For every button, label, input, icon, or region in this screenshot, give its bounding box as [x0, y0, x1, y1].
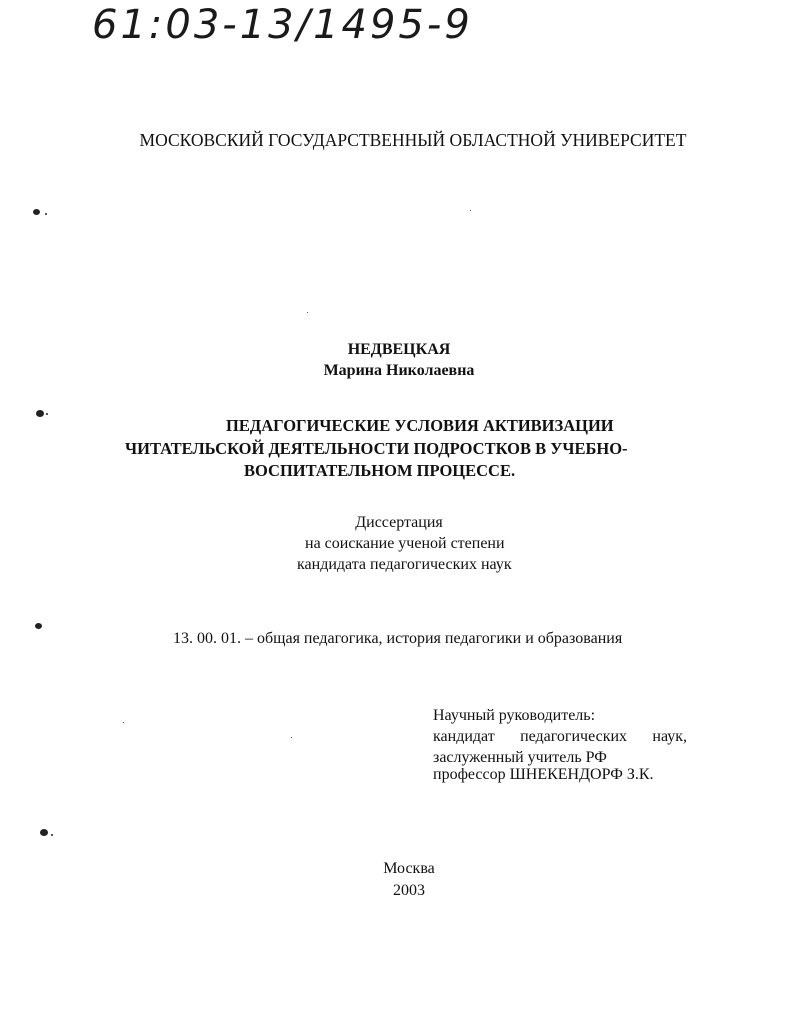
year: 2003 [393, 882, 425, 899]
degree-field-line: кандидата педагогических наук [297, 556, 512, 573]
title-line-2: ЧИТАТЕЛЬСКОЙ ДЕЯТЕЛЬНОСТИ ПОДРОСТКОВ В УЧЕБНО- [125, 439, 628, 458]
scan-speck [123, 722, 124, 723]
specialty-code: 13. 00. 01. – общая педагогика, история педагогики и образования [173, 630, 623, 647]
author-surname: НЕДВЕЦКАЯ [347, 341, 451, 358]
university-name: МОСКОВСКИЙ ГОСУДАРСТВЕННЫЙ ОБЛАСТНОЙ УНИВЕРСИТЕТ [139, 130, 687, 150]
scan-speck [307, 312, 308, 313]
supervisor-honor: заслуженный учитель РФ [433, 749, 607, 766]
supervisor-name: профессор ШНЕКЕНДОРФ З.К. [433, 766, 654, 783]
scan-speck [36, 410, 44, 417]
scan-speck [45, 213, 47, 215]
scan-speck [40, 829, 48, 836]
title-line-1: ПЕДАГОГИЧЕСКИЕ УСЛОВИЯ АКТИВИЗАЦИИ [226, 416, 614, 435]
scan-speck [33, 209, 40, 215]
scan-speck [35, 623, 42, 629]
scan-speck [470, 210, 471, 211]
scan-speck [291, 737, 292, 738]
city: Москва [383, 860, 435, 877]
title-line-3: ВОСПИТАТЕЛЬНОМ ПРОЦЕССЕ. [244, 461, 516, 480]
handwritten-catalog-number: 61:03-13/1495-9 [92, 2, 473, 48]
dissertation-type: Диссертация [355, 514, 443, 531]
scan-speck [51, 834, 53, 836]
supervisor-degree: кандидат педагогических наук, [433, 728, 687, 745]
author-given-names: Марина Николаевна [323, 362, 475, 379]
supervisor-heading: Научный руководитель: [433, 707, 596, 724]
degree-line: на соискание ученой степени [305, 535, 505, 552]
scan-speck [46, 413, 48, 415]
